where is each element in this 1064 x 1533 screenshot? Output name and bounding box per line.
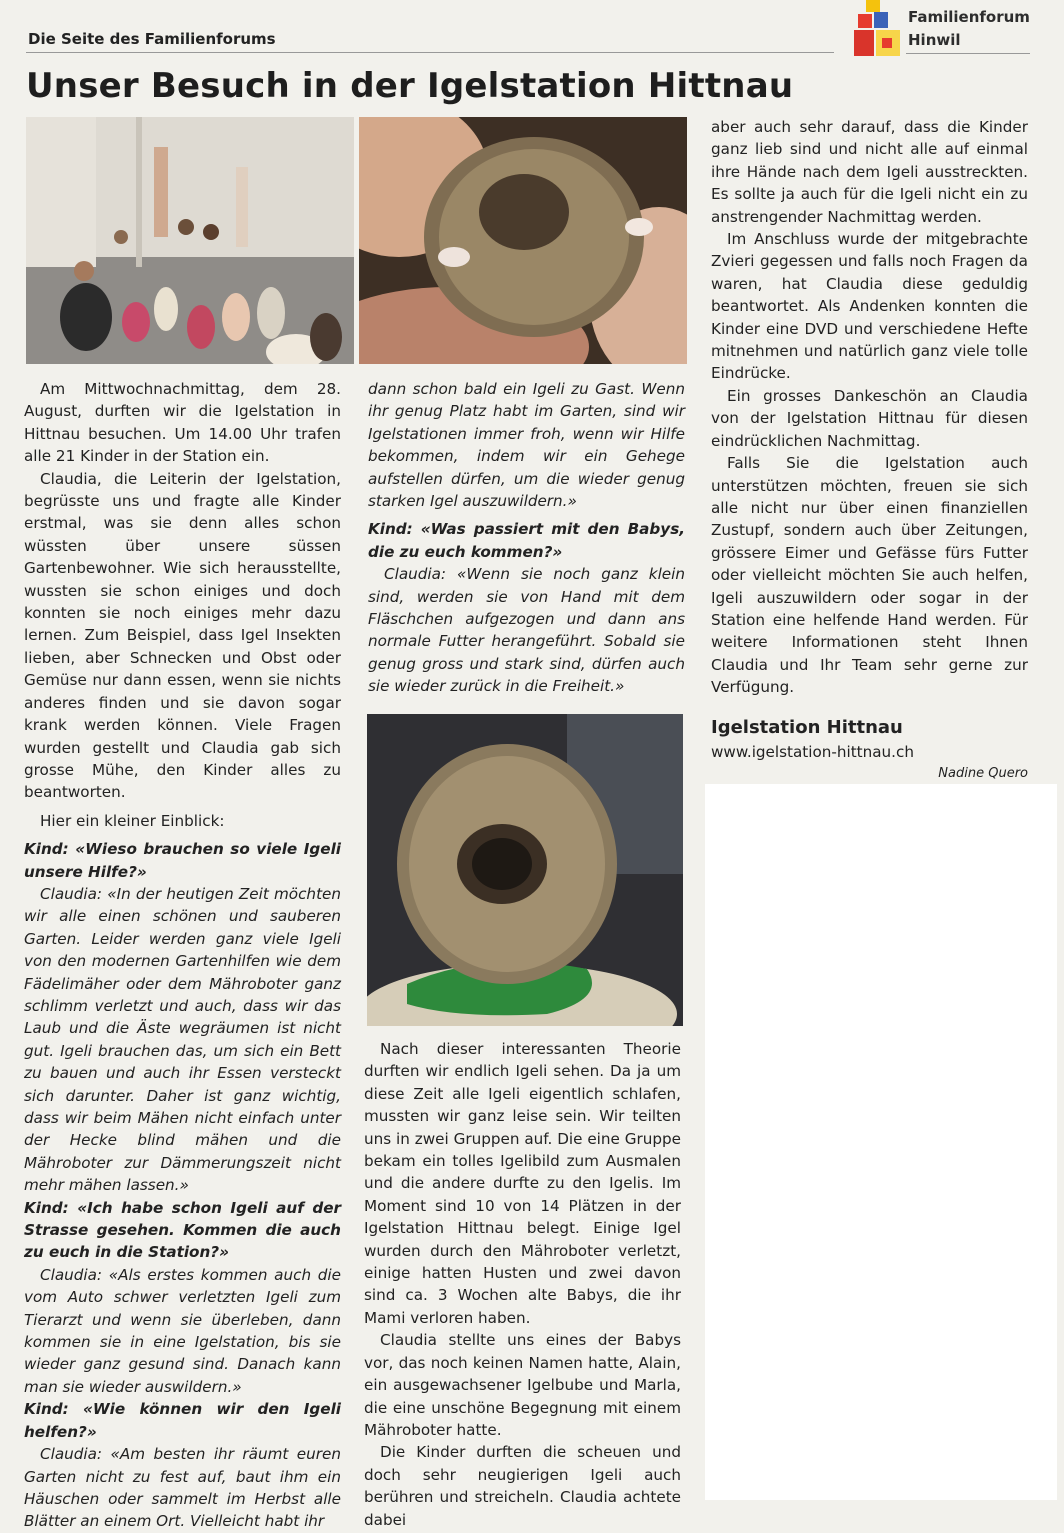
column-2-bottom <box>364 1038 681 1531</box>
paragraph: Hier ein kleiner Einblick: <box>40 811 225 830</box>
logo-line-2: Hinwil <box>908 31 961 49</box>
author-signature: Nadine Quero <box>938 765 1028 781</box>
paragraph: Ein grosses Dankeschön an Claudia von der Igelstation Hittnau für diesen eindrücklichen Nachmittag. <box>711 386 1028 450</box>
answer: Claudia: «In der heutigen Zeit möchten wir alle einen schönen und sauberen Garten. Leider werden ganz viele Igeli von den modernen Gartenhilfen wie dem Fädelimäher oder dem Mähroboter ganz schlimm verletzt und auch, dass wir das Laub und die Äste wegräumen ist nicht gut. Igeli brauchen das, um sich ein Bett zu bauen und auch ihr Essen versteckt sich darunter. Daher ist ganz wichtig, dass wir beim Mähen nicht einfach unter der Hecke blind mähen und die Mähroboter zur Dämmerungszeit nicht mehr mähen lassen.» <box>24 884 341 1195</box>
logo-text <box>908 6 1030 52</box>
photo-children-in-station <box>26 117 354 364</box>
question: Kind: «Wieso brauchen so viele Igeli unsere Hilfe?» <box>24 840 341 881</box>
paragraph: Die Kinder durften die scheuen und doch sehr neugierigen Igeli auch berühren und streicheln. Claudia achtete dabei <box>364 1443 681 1529</box>
paragraph: Claudia, die Leiterin der Igelstation, begrüsste uns und fragte alle Kinder erstmal, was sie denn alles schon wüssten über unsere süssen Gartenbewohner. Wie sich herausstellte, wussten sie schon einiges und doch konnten sie noch einiges mehr dazu lernen. Zum Beispiel, dass Igel Insekten lieben, aber Schnecken und Obst oder Gemüse nur dann essen, wenn sie nichts anderes finden und sie davon sogar krank werden können. Viele Fragen wurden gestellt und Claudia gab sich grosse Mühe, den Kinder alles zu beantworten. <box>24 469 341 802</box>
paragraph: Falls Sie die Igelstation auch unterstützen möchten, freuen sie sich alle nicht nur über einen finanziellen Zustupf, sondern auch über Zeitungen, grössere Eimer und Gefässe fürs Futter oder vielleicht möchten Sie auch helfen, Igeli auszuwildern oder sogar in der Station eine helfende Hand werden. Für weitere Informationen steht Ihnen Claudia und Ihr Team sehr gerne zur Verfügung. <box>711 454 1028 697</box>
answer-continued: dann schon bald ein Igeli zu Gast. Wenn ihr genug Platz habt im Garten, sind wir Igelstationen immer froh, wenn wir Hilfe bekommen, indem wir ein Gehege aufstellen dürfen, um die wieder genug starken Igel auszuwildern.» <box>368 380 685 511</box>
photo-hands-with-hedgehog <box>359 117 687 364</box>
info-url-link[interactable]: www.igelstation-hittnau.ch <box>711 742 914 761</box>
info-title: Igelstation Hittnau <box>711 716 903 738</box>
answer: Claudia: «Als erstes kommen auch die vom Auto schwer verletzten Igeli zum Tierarzt und wenn sie überleben, dann kommen sie in eine Igelstation, bis sie wieder ganz gesund sind. Danach kann man sie wieder auswildern.» <box>24 1265 341 1396</box>
column-2-top <box>368 378 685 698</box>
paragraph: Claudia stellte uns eines der Babys vor, das noch keinen Namen hatte, Alain, ein ausgewachsener Igelbube und Marla, die eine unschöne Begegnung mit einem Mähroboter hatte. <box>364 1331 681 1439</box>
section-kicker: Die Seite des Familienforums <box>28 30 276 48</box>
article-title: Unser Besuch in der Igelstation Hittnau <box>26 66 794 106</box>
answer: Claudia: «Wenn sie noch ganz klein sind, werden sie von Hand mit dem Fläschchen aufgezogen und dann ans normale Futter herangeführt. Sobald sie genug gross und stark sind, dürfen auch sie wieder zurück in die Freiheit.» <box>368 565 685 696</box>
column-1 <box>24 378 341 1533</box>
header-rule-right <box>906 53 1030 54</box>
paragraph: Im Anschluss wurde der mitgebrachte Zvieri gegessen und falls noch Fragen da waren, hat Claudia diese geduldig beantwortet. Als Andenken konnten die Kinder eine DVD und verschiedene Hefte mitnehmen und natürlich ganz viele tolle Eindrücke. <box>711 230 1028 383</box>
photo-hedgehog-in-glove <box>367 714 683 1026</box>
question: Kind: «Was passiert mit den Babys, die zu euch kommen?» <box>368 520 685 561</box>
paragraph: aber auch sehr darauf, dass die Kinder ganz lieb sind und nicht alle auf einmal ihre Hände nach dem Igeli ausstreckten. Es sollte ja auch für die Igeli nicht ein zu anstrengender Nachmittag werden. <box>711 118 1028 226</box>
answer: Claudia: «Am besten ihr räumt euren Garten nicht zu fest auf, baut ihm ein Häuschen oder sammelt im Herbst alle Blätter an einem Ort. Vielleicht habt ihr <box>24 1445 341 1531</box>
header-rule <box>26 52 834 53</box>
paragraph: Nach dieser interessanten Theorie durften wir endlich Igeli sehen. Da ja um diese Zeit alle Igeli eigentlich schlafen, mussten wir ganz leise sein. Wir teilten uns in zwei Gruppen auf. Die eine Gruppe bekam ein tolles Igelibild zum Ausmalen und die andere durfte zu den Igelis. Im Moment sind 10 von 14 Plätzen in der Igelstation Hittnau belegt. Einige Igel wurden durch den Mähroboter verletzt, einige hatten Husten und zwei davon sind ca. 3 Wochen alte Babys, die ihr Mami verloren haben. <box>364 1040 681 1327</box>
question: Kind: «Ich habe schon Igeli auf der Strasse gesehen. Kommen die auch zu euch in die Station?» <box>24 1198 341 1262</box>
blank-area <box>705 784 1057 1500</box>
paragraph: Am Mittwochnachmittag, dem 28. August, durften wir die Igelstation in Hittnau besuchen. Um 14.00 Uhr trafen alle 21 Kinder in der Station ein. <box>24 380 341 466</box>
question: Kind: «Wie können wir den Igeli helfen?» <box>24 1400 341 1441</box>
familienforum-logo <box>852 0 904 58</box>
logo-line-1: Familienforum <box>908 8 1030 26</box>
column-3 <box>711 116 1028 785</box>
